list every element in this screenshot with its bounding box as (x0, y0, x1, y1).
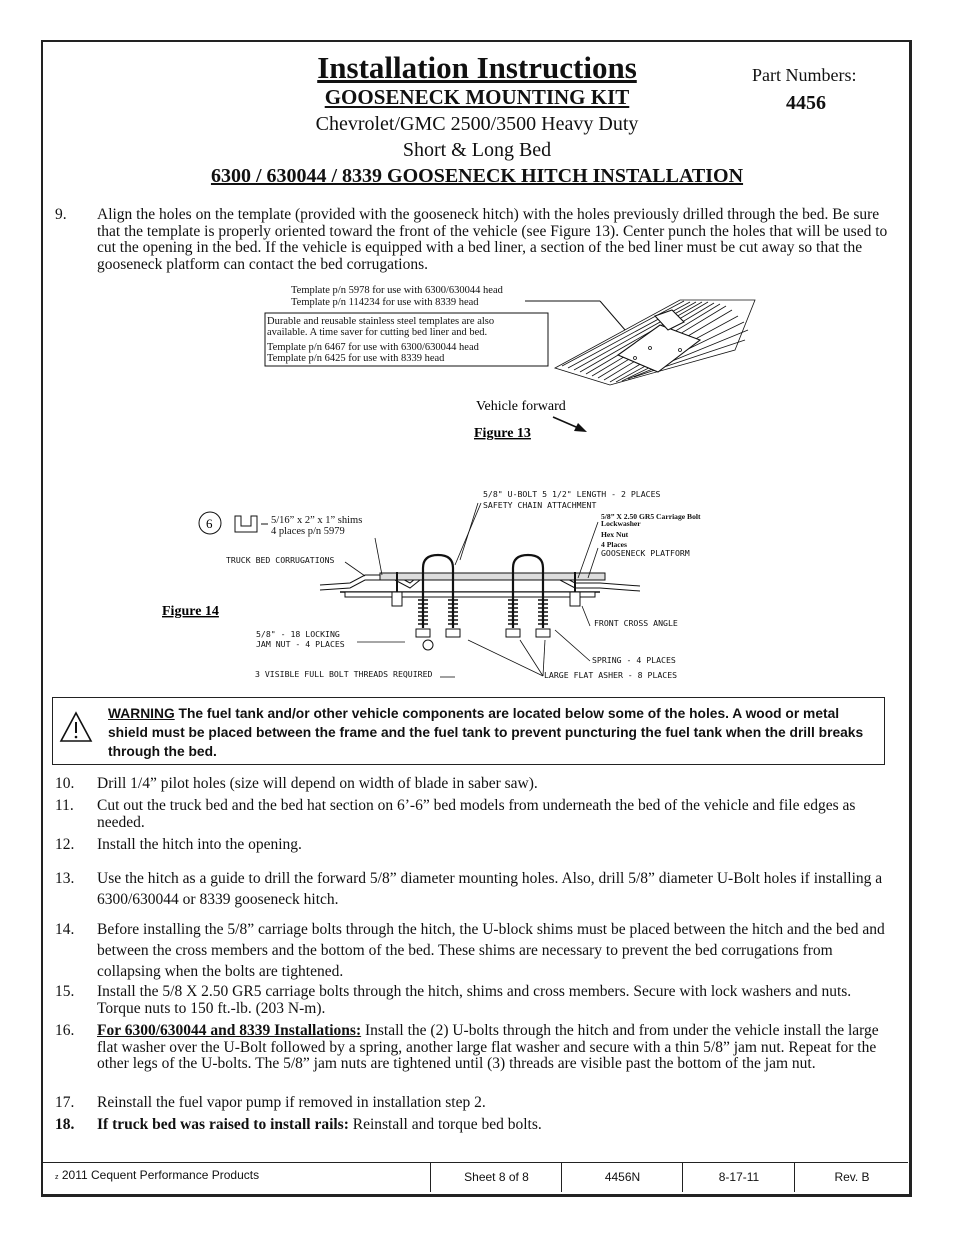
jam-nut-label-2: JAM NUT - 4 PLACES (256, 639, 345, 649)
step-text: Cut out the truck bed and the bed hat section on 6’-6” bed models from underneath the bed of the vehicle and file edges as needed. (97, 797, 856, 831)
vehicle-forward-label: Vehicle forward (476, 399, 566, 414)
revision-date: 8-17-11 (682, 1163, 795, 1192)
warning-triangle-icon (59, 710, 93, 744)
step-number: 11. (55, 797, 74, 814)
warning-label: WARNING (108, 706, 175, 721)
callout-number: 6 (206, 516, 213, 531)
cross-angle-label: FRONT CROSS ANGLE (594, 618, 678, 628)
bed-line: Short & Long Bed (402, 139, 552, 161)
box-line-2: available. A time saver for cutting bed liner and bed. (267, 327, 488, 338)
step-number: 17. (55, 1094, 75, 1111)
page-title: Installation Instructions (317, 50, 637, 85)
warning-box (52, 697, 885, 765)
carriage-label-2: Lockwasher (601, 519, 641, 528)
part-numbers-label: Part Numbers: (752, 65, 857, 85)
warning-text (108, 704, 868, 761)
part-number: 4456 (786, 92, 826, 114)
step-text (97, 1117, 895, 1134)
template-label-1: Template p/n 5978 for use with 6300/630044 head (291, 285, 503, 296)
threads-label: 3 VISIBLE FULL BOLT THREADS REQUIRED (255, 669, 433, 679)
step-number: 9. (55, 206, 67, 223)
step-16-lead: For 6300/630044 and 8339 Installations: (97, 1022, 362, 1039)
template-label-2: Template p/n 114234 for use with 8339 head (291, 297, 479, 308)
step-number: 14. (55, 921, 75, 938)
sheet-number: Sheet 8 of 8 (430, 1163, 562, 1192)
box-line-3: Template p/n 6467 for use with 6300/630044 head (267, 342, 479, 353)
carriage-label-3: Hex Nut (601, 530, 629, 539)
step-text: Reinstall the fuel vapor pump if removed in installation step 2. (97, 1094, 486, 1111)
copyright-mark: z (55, 1174, 59, 1181)
step-text: Drill 1/4” pilot holes (size will depend on width of blade in saber saw). (97, 775, 538, 792)
spring-label: SPRING - 4 PLACES (592, 655, 676, 665)
corrugations-label: TRUCK BED CORRUGATIONS (226, 555, 335, 565)
shims-label-1: 5/16” x 2” x 1” shims (271, 515, 363, 526)
step-text: Install the 5/8 X 2.50 GR5 carriage bolts through the hitch, shims and cross members. Secure with lock washers and nuts. Torque nuts to 150 ft.-lb. (203 N-m). (97, 983, 852, 1017)
ubolt-label-2: SAFETY CHAIN ATTACHMENT (483, 500, 597, 510)
step-text (97, 1023, 895, 1073)
step-number: 12. (55, 836, 75, 853)
step-text: Align the holes on the template (provided with the gooseneck hitch) with the holes previously drilled through the bed. Be sure that the template is properly oriented toward the front of the vehicle (see Figure 13). Center punch the holes that will be used to cut the opening in the bed. If the vehicle is equipped with a bed liner, a section of the bed liner must be cut away so that the gooseneck platform can contact the bed corrugations. (97, 206, 888, 273)
carriage-label-4: 4 Places (601, 540, 627, 549)
jam-nut-label-1: 5/8" - 18 LOCKING (256, 629, 340, 639)
step-text: Install the hitch into the opening. (97, 836, 302, 853)
step-number: 13. (55, 870, 75, 887)
copyright (55, 1168, 259, 1182)
hitch-section-drawing (320, 555, 640, 650)
shims-label-2: 4 places p/n 5979 (271, 526, 345, 537)
figure-13-caption: Figure 13 (474, 426, 531, 441)
step-number: 16. (55, 1022, 75, 1039)
step-number: 15. (55, 983, 75, 1000)
step-text: Before installing the 5/8” carriage bolts through the hitch, the U-block shims must be placed between the hitch and the bed and between the cross members and the bottom of the bed. These shims are necessary to prevent the bed corrugations from collapsing when the bolts are tightened. (97, 921, 885, 980)
kit-subtitle: GOOSENECK MOUNTING KIT (324, 85, 630, 109)
u-shim-icon (235, 516, 257, 532)
revision: Rev. B (794, 1163, 909, 1192)
warning-body: The fuel tank and/or other vehicle components are located below some of the holes. A wood or metal shield must be placed between the frame and the fuel tank to prevent puncturing the fuel tank when the drill breaks through the bed. (108, 706, 864, 759)
platform-label: GOOSENECK PLATFORM (601, 548, 690, 558)
step-number: 18. (55, 1116, 75, 1133)
step-text: Use the hitch as a guide to drill the forward 5/8” diameter mounting holes. Also, drill 5/8” diameter U-Bolt holes if installing a 6300/630044 or 8339 gooseneck hitch. (97, 870, 883, 908)
box-line-1: Durable and reusable stainless steel templates are also (267, 316, 495, 327)
hitch-heading: 6300 / 630044 / 8339 GOOSENECK HITCH INSTALLATION (210, 165, 744, 187)
step-number: 10. (55, 775, 75, 792)
copyright-text: 2011 Cequent Performance Products (61, 1168, 260, 1182)
vehicle-line: Chevrolet/GMC 2500/3500 Heavy Duty (315, 113, 639, 135)
box-line-4: Template p/n 6425 for use with 8339 head (267, 353, 445, 364)
document-number: 4456N (561, 1163, 683, 1192)
step-18-body: Reinstall and torque bed bolts. (348, 1116, 542, 1133)
footer (43, 1162, 908, 1192)
carriage-label-1: 5/8” X 2.50 GR5 Carriage Bolt (601, 512, 701, 521)
washer-label: LARGE FLAT ASHER - 8 PLACES (544, 670, 678, 680)
step-16-body: Install the (2) U-bolts through the hitch and from under the vehicle install the large flat washer over the U-Bolt followed by a spring, another large flat washer and secure with a thin 5/8” jam nut. Repeat for the other legs of the U-bolts. The 5/8” jam nuts are tightened until (3) threads are visible past the bottom of the jam nut. (97, 1022, 879, 1072)
ubolt-label-1: 5/8" U-BOLT 5 1/2" LENGTH - 2 PLACES (483, 489, 661, 499)
figure-14-caption: Figure 14 (162, 604, 219, 619)
step-18-lead: If truck bed was raised to install rails: (97, 1116, 349, 1133)
